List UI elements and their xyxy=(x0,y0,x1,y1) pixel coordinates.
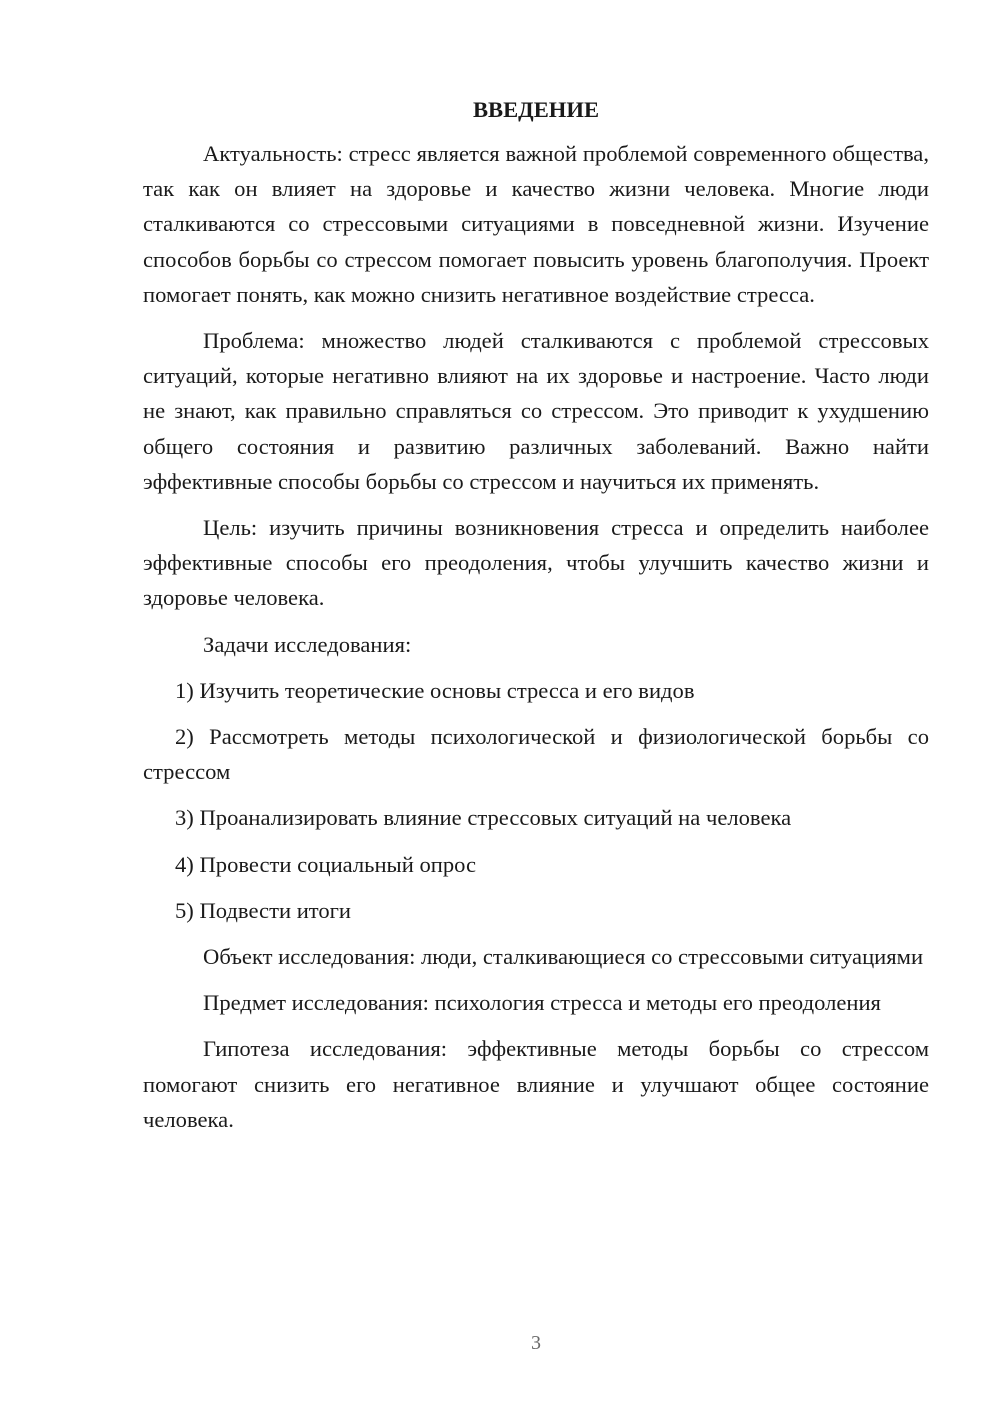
paragraph-subject: Предмет исследования: психология стресса и методы его преодоления xyxy=(203,990,881,1016)
section-title: ВВЕДЕНИЕ xyxy=(472,97,600,122)
paragraph-goal: Цель: изучить причины возникновения стресса и определить наиболее эффективные способы его преодоления, чтобы улучшить качество жизни и здоровье человека. xyxy=(143,515,929,611)
paragraph-hypothesis: Гипотеза исследования: эффективные методы борьбы со стрессом помогают снизить его негативное влияние и улучшают общее состояние человека. xyxy=(143,1036,929,1132)
task-item: 3) Проанализировать влияние стрессовых ситуаций на человека xyxy=(175,805,792,831)
task-item: 5) Подвести итоги xyxy=(175,897,352,923)
document-body xyxy=(143,92,929,1148)
task-item: 2) Рассмотреть методы психологической и физиологической борьбы со стрессом xyxy=(143,724,929,785)
task-item: 4) Провести социальный опрос xyxy=(175,851,477,877)
paragraph-relevance: Актуальность: стресс является важной проблемой современного общества, так как он влияет на здоровье и качество жизни человека. Многие люди сталкиваются со стрессовыми ситуациями в повседневной жизни. Изучение способов борьбы со стрессом помогает повысить уровень благополучия. Проект помогает понять, как можно снизить негативное воздействие стресса. xyxy=(143,141,929,307)
paragraph-object: Объект исследования: люди, сталкивающиеся со стрессовыми ситуациями xyxy=(203,944,924,970)
task-item: 1) Изучить теоретические основы стресса и его видов xyxy=(175,677,695,703)
paragraph-tasks-heading: Задачи исследования: xyxy=(203,631,412,657)
page-number: 3 xyxy=(531,1332,541,1354)
paragraph-problem: Проблема: множество людей сталкиваются с проблемой стрессовых ситуаций, которые негативно влияют на их здоровье и настроение. Часто люди не знают, как правильно справляться со стрессом. Это приводит к ухудшению общего состояния и развитию различных заболеваний. Важно найти эффективные способы борьбы со стрессом и научиться их применять. xyxy=(143,328,929,494)
